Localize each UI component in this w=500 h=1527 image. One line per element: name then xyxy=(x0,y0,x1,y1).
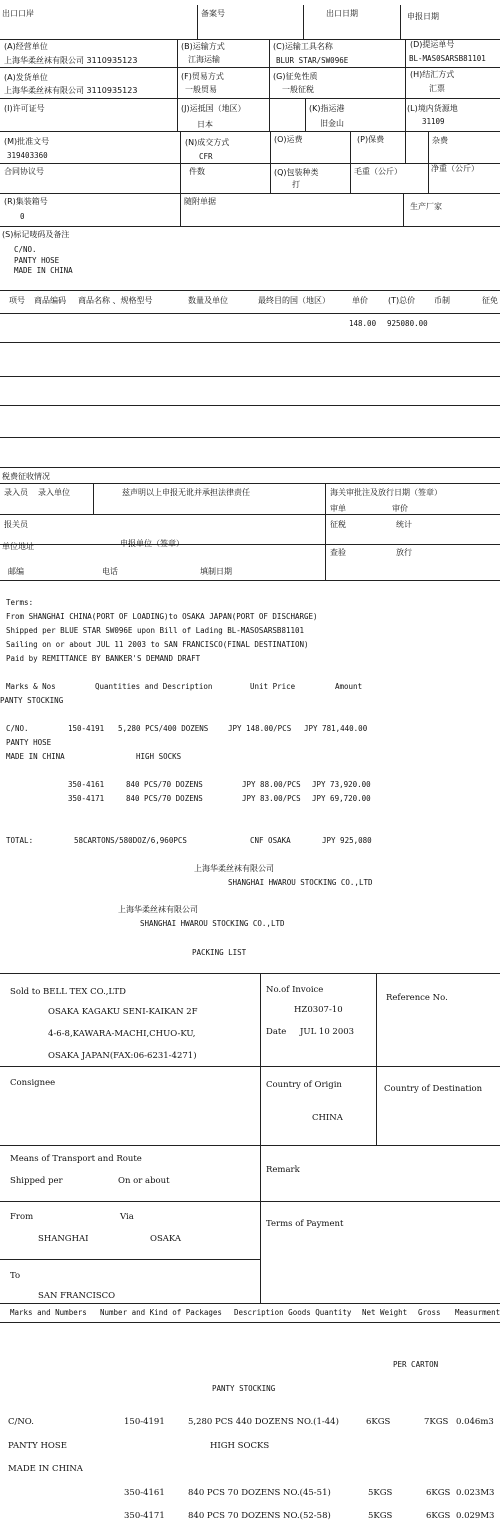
invoice-total-amount: JPY 925,080 xyxy=(322,836,372,845)
invoice-product: PANTY STOCKING xyxy=(0,696,64,705)
invoice-no-value: HZ0307-10 xyxy=(294,1005,343,1015)
invoice-no-label: No.of Invoice xyxy=(266,985,324,995)
packing-row-gross: 6KGS xyxy=(426,1488,451,1498)
per-carton-label: PER CARTON xyxy=(393,1360,439,1369)
packing-row-desc: 840 PCS 70 DOZENS NO.(45-51) xyxy=(188,1488,331,1498)
manufacturer-label: 生产厂家 xyxy=(410,202,442,211)
packing-row-desc: 5,280 PCS 440 DOZENS NO.(1-44) xyxy=(188,1417,339,1427)
packing-line xyxy=(376,973,377,1145)
packing-row-no: 150-4191 xyxy=(124,1417,165,1427)
terms-line: Paid by REMITTANCE BY BANKER'S DEMAND DRAFT xyxy=(6,654,201,663)
invoice-row-amount: JPY 69,720.00 xyxy=(312,794,371,803)
consignee-label: Consignee xyxy=(10,1078,56,1088)
form-line xyxy=(0,226,500,227)
packing-row-gross: 7KGS xyxy=(424,1417,449,1427)
declaration-statement: 兹声明以上申报无讹并承担法律责任 xyxy=(122,488,250,497)
packing-company-en: SHANGHAI HWAROU STOCKING CO.,LTD xyxy=(140,919,285,928)
packing-row-no: 350-4171 xyxy=(124,1511,165,1521)
goods-header-cell: 单价 xyxy=(352,296,368,305)
destination-label: Country of Destination xyxy=(384,1084,483,1094)
transport-mode-value: 江海运输 xyxy=(188,55,220,64)
packing-mark: C/NO. xyxy=(8,1417,34,1427)
form-line xyxy=(0,483,500,484)
packing-row-meas: 0.023M3 xyxy=(456,1488,495,1498)
packing-row-no: 350-4161 xyxy=(124,1488,165,1498)
sold-to-line: Sold to BELL TEX CO.,LTD xyxy=(10,987,126,997)
consignor-value: 上海华柔丝袜有限公司 3110935123 xyxy=(4,86,138,95)
dest-country-label: (J)运抵国（地区） xyxy=(181,104,246,113)
statistics-label: 统计 xyxy=(396,520,412,529)
form-line xyxy=(350,131,351,193)
declare-date-label: 申报日期 xyxy=(407,12,439,21)
domestic-source-label: (L)境内货源地 xyxy=(407,104,458,113)
audit-label: 审价 xyxy=(392,504,408,513)
packing-header-cell: Number and Kind of Packages xyxy=(100,1308,222,1317)
reference-label: Reference No. xyxy=(386,993,448,1003)
trade-mode-label: (F)贸易方式 xyxy=(181,72,224,81)
form-line xyxy=(403,193,404,226)
settlement-label: (H)结汇方式 xyxy=(410,70,455,79)
from-label: From xyxy=(10,1212,34,1222)
via-label: Via xyxy=(120,1212,134,1222)
invoice-row-price: JPY 148.00/PCS xyxy=(228,724,292,733)
payment-label: Terms of Payment xyxy=(266,1219,344,1229)
form-line xyxy=(0,405,500,406)
form-line xyxy=(0,514,500,515)
dest-country-value: 日本 xyxy=(197,120,213,129)
form-line xyxy=(303,5,304,39)
marks-line: PANTY HOSE xyxy=(14,256,60,265)
form-line xyxy=(180,193,181,226)
packing-header-cell: Net Weight xyxy=(362,1308,408,1317)
bl-no-value: BL-MAS0SARSB81101 xyxy=(409,54,486,63)
packing-header-cell: Gross xyxy=(418,1308,441,1317)
terms-line: Shipped per BLUE STAR SW096E upon Bill of Lading BL-MASOSARSB81101 xyxy=(6,626,305,635)
documents-label: 随附单据 xyxy=(184,197,216,206)
misc-label: 杂费 xyxy=(432,136,448,145)
packing-high-socks: HIGH SOCKS xyxy=(210,1441,270,1451)
pieces-label: 件数 xyxy=(189,167,205,176)
on-or-about-label: On or about xyxy=(118,1176,170,1186)
origin-value: CHINA xyxy=(312,1113,343,1123)
form-line xyxy=(0,376,500,377)
means-label: Means of Transport and Route xyxy=(10,1154,142,1164)
form-line xyxy=(0,193,500,194)
packing-line xyxy=(0,1066,500,1067)
invoice-mark: PANTY HOSE xyxy=(6,738,52,747)
form-line xyxy=(325,483,326,580)
form-line xyxy=(405,39,406,163)
via-value: OSAKA xyxy=(150,1234,182,1244)
packing-header-cell: Measurment xyxy=(455,1308,500,1317)
net-weight-label: 净重（公斤） xyxy=(431,164,479,173)
invoice-row-amount: JPY 73,920.00 xyxy=(312,780,371,789)
invoice-company-cn: 上海华柔丝袜有限公司 xyxy=(194,864,274,873)
packing-row-meas: 0.029M3 xyxy=(456,1511,495,1521)
form-line xyxy=(0,580,500,581)
packing-header-cell: Description Goods Quantity xyxy=(234,1308,352,1317)
packing-row-net: 5KGS xyxy=(368,1488,393,1498)
trade-mode-value: 一般贸易 xyxy=(185,85,217,94)
container-value: 0 xyxy=(20,212,25,221)
goods-total-price: 925080.00 xyxy=(387,319,428,328)
form-line xyxy=(197,5,198,39)
invoice-row-amount: JPY 781,440.00 xyxy=(304,724,368,733)
form-line xyxy=(428,131,429,193)
operator-value: 上海华柔丝袜有限公司 3110935123 xyxy=(4,56,138,65)
form-line xyxy=(0,290,500,291)
approval-value: 319403360 xyxy=(7,151,48,160)
packing-row-net: 5KGS xyxy=(368,1511,393,1521)
invoice-total-term: CNF OSAKA xyxy=(250,836,291,845)
domestic-source-value: 31109 xyxy=(422,117,445,126)
form-line xyxy=(0,131,500,132)
packing-row-meas: 0.046m3 xyxy=(456,1417,494,1427)
invoice-header-cell: Amount xyxy=(335,682,363,691)
marks-line: C/NO. xyxy=(14,245,37,254)
packing-line xyxy=(0,1145,500,1146)
form-line xyxy=(0,342,500,343)
invoice-row-no: 350-4171 xyxy=(68,794,105,803)
dest-port-value: 旧金山 xyxy=(320,119,344,128)
invoice-header-cell: Marks & Nos xyxy=(6,682,56,691)
form-line xyxy=(400,5,401,39)
entry-unit-label: 录入单位 xyxy=(38,488,70,497)
contract-label: 合同协议号 xyxy=(4,167,44,176)
invoice-mark: C/NO. xyxy=(6,724,29,733)
packing-line xyxy=(0,1303,500,1304)
goods-header-cell: 商品名称 、规格型号 xyxy=(78,296,153,305)
bl-no-label: (D)提运单号 xyxy=(410,40,455,49)
form-line xyxy=(0,313,500,314)
invoice-row-no: 350-4161 xyxy=(68,780,105,789)
invoice-mark: MADE IN CHINA xyxy=(6,752,65,761)
goods-header-cell: 最终目的国（地区） xyxy=(258,296,330,305)
packing-header-cell: Marks and Numbers xyxy=(10,1308,87,1317)
declarer-label: 报关员 xyxy=(4,520,28,529)
to-value: SAN FRANCISCO xyxy=(38,1291,116,1301)
to-label: To xyxy=(10,1271,21,1281)
release-label: 放行 xyxy=(396,548,412,557)
container-label: (R)集装箱号 xyxy=(4,197,48,206)
inspection-label: 查验 xyxy=(330,548,346,557)
customs-approval-label: 海关审批注及放行日期（签章） xyxy=(330,488,442,497)
form-line xyxy=(177,39,178,131)
invoice-high-socks: HIGH SOCKS xyxy=(136,752,182,761)
postcode-label: 邮编 xyxy=(8,567,24,576)
unit-address-label: 单位地址 xyxy=(2,542,34,551)
invoice-date-label: Date xyxy=(266,1027,287,1037)
form-line xyxy=(93,483,94,514)
export-date-label: 出口日期 xyxy=(326,9,358,18)
shipped-per-label: Shipped per xyxy=(10,1176,63,1186)
gross-weight-label: 毛重（公斤） xyxy=(354,167,402,176)
packing-product: PANTY STOCKING xyxy=(212,1384,276,1393)
tax-nature-label: (G)征免性质 xyxy=(273,72,318,81)
packing-line xyxy=(0,1201,260,1202)
packing-title: PACKING LIST xyxy=(192,948,247,957)
goods-header-cell: 商品编码 xyxy=(34,296,66,305)
packing-mark: PANTY HOSE xyxy=(8,1441,67,1451)
packing-row-desc: 840 PCS 70 DOZENS NO.(52-58) xyxy=(188,1511,331,1521)
form-line xyxy=(0,67,500,68)
invoice-row-no: 150-4191 xyxy=(68,724,105,733)
terms-line: Terms: xyxy=(6,598,34,607)
terms-line: Sailing on or about JUL 11 2003 to SAN FRANCISCO(FINAL DESTINATION) xyxy=(6,640,309,649)
goods-unit-price: 148.00 xyxy=(349,319,377,328)
packing-line xyxy=(0,1322,500,1323)
remark-label: Remark xyxy=(266,1165,300,1175)
invoice-header-cell: Unit Price xyxy=(250,682,296,691)
form-line xyxy=(269,39,270,131)
packing-line xyxy=(260,1201,500,1202)
form-line xyxy=(180,131,181,193)
sold-to-line: OSAKA KAGAKU SENI-KAIKAN 2F xyxy=(48,1007,198,1017)
invoice-row-qty: 840 PCS/70 DOZENS xyxy=(126,794,203,803)
goods-header-cell: 数量及单位 xyxy=(188,296,228,305)
invoice-total-qty: 58CARTONS/580DOZ/6,960PCS xyxy=(74,836,187,845)
record-no-label: 备案号 xyxy=(201,9,225,18)
goods-header-cell: (T)总价 xyxy=(388,296,416,305)
packing-line xyxy=(0,973,500,974)
export-port-label: 出口口岸 xyxy=(2,9,34,18)
transport-tool-label: (C)运输工具名称 xyxy=(273,42,333,51)
package-type-label: (Q)包装种类 xyxy=(274,168,319,177)
from-value: SHANGHAI xyxy=(38,1234,89,1244)
invoice-row-qty: 840 PCS/70 DOZENS xyxy=(126,780,203,789)
dest-port-label: (K)指运港 xyxy=(309,104,345,113)
invoice-date-value: JUL 10 2003 xyxy=(300,1027,355,1037)
settlement-value: 汇票 xyxy=(429,84,445,93)
goods-header-cell: 币制 xyxy=(434,296,450,305)
packing-row-net: 6KGS xyxy=(366,1417,391,1427)
goods-header-cell: 项号 xyxy=(9,296,25,305)
tax-nature-value: 一般征税 xyxy=(282,85,314,94)
license-label: (I)许可证号 xyxy=(4,104,45,113)
invoice-row-qty: 5,280 PCS/400 DOZENS xyxy=(118,724,209,733)
tax-label: 税费征收情况 xyxy=(2,472,50,481)
form-line xyxy=(270,131,271,193)
form-line xyxy=(0,437,500,438)
entry-person-label: 录入员 xyxy=(4,488,28,497)
operator-label: (A)经营单位 xyxy=(4,42,48,51)
freight-label: (O)运费 xyxy=(274,135,303,144)
packing-line xyxy=(260,973,261,1303)
invoice-header-cell: Quantities and Description xyxy=(95,682,213,691)
form-line xyxy=(0,98,500,99)
invoice-total-label: TOTAL: xyxy=(6,836,34,845)
packing-line xyxy=(0,1259,260,1260)
deal-mode-value: CFR xyxy=(199,152,213,161)
consignor-label: (A)发货单位 xyxy=(4,73,48,82)
packing-mark: MADE IN CHINA xyxy=(8,1464,83,1474)
marks-label: (S)标记唛码及备注 xyxy=(2,230,70,239)
form-line xyxy=(0,163,500,164)
form-line xyxy=(0,467,500,468)
review-label: 审单 xyxy=(330,504,346,513)
form-line xyxy=(0,544,500,545)
marks-line: MADE IN CHINA xyxy=(14,266,73,275)
approval-label: (M)批准文号 xyxy=(4,137,50,146)
phone-label: 电话 xyxy=(102,567,118,576)
sold-to-line: 4-6-8,KAWARA-MACHI,CHUO-KU, xyxy=(48,1029,196,1039)
transport-mode-label: (B)运输方式 xyxy=(181,42,225,51)
sold-to-line: OSAKA JAPAN(FAX:06-6231-4271) xyxy=(48,1051,197,1061)
goods-header-cell: 征免 xyxy=(482,296,498,305)
packing-row-gross: 6KGS xyxy=(426,1511,451,1521)
origin-label: Country of Origin xyxy=(266,1080,342,1090)
deal-mode-label: (N)成交方式 xyxy=(185,138,230,147)
form-line xyxy=(305,98,306,131)
transport-tool-value: BLUR STAR/SW096E xyxy=(276,56,349,65)
package-type-value: 打 xyxy=(292,180,300,189)
terms-line: From SHANGHAI CHINA(PORT OF LOADING)to OSAKA JAPAN(PORT OF DISCHARGE) xyxy=(6,612,318,621)
packing-company-cn: 上海华柔丝袜有限公司 xyxy=(118,905,198,914)
invoice-row-price: JPY 88.00/PCS xyxy=(242,780,301,789)
fill-date-label: 填制日期 xyxy=(200,567,232,576)
declare-unit-label: 申报单位（签章） xyxy=(120,539,184,548)
tax-levy-label: 征税 xyxy=(330,520,346,529)
insurance-label: (P)保费 xyxy=(357,135,385,144)
invoice-company-en: SHANGHAI HWAROU STOCKING CO.,LTD xyxy=(228,878,373,887)
invoice-row-price: JPY 83.00/PCS xyxy=(242,794,301,803)
